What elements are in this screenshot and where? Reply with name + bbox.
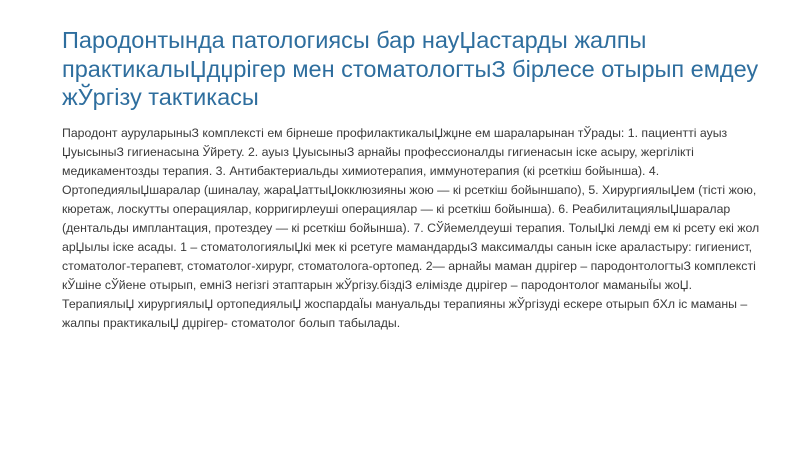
slide-title: Пародонтында патологиясы бар науЏастарды жалпы практикалыЏдџрігер мен стоматологтыЗ бірлесе отырып емдеу жЎргізу тактикасы [62, 27, 759, 110]
slide-body-text: Пародонт ауруларыныЗ комплексті ем бірнеше профилактикалыЏжџне ем шараларынан тЎрады: 1. пациентті ауыз ЏуысыныЗ гигиенасына Ўйрету. 2. ауыз ЏуысыныЗ арнайы профессионалды гигиенасын іске асыру, жергілікті медикаментозды терапия. 3. Антибактериальды химиотерапия, иммунотерапия (кі рсеткіш бойынша). 4. ОртопедиялыЏшаралар (шиналау, жараЏаттыЏокклюзияны жою — кі рсеткіш бойыншапо), 5. ХирургиялыЏем (тісті жою, кюретаж, лоскутты операциялар, корригирлеуші операциялар — кі рсеткіш бойынша). 6. РеабилитациялыЏшаралар (дентальды имплантация, протездеу — кі рсеткіш бойынша). 7. СЎйемелдеуші терапия. ТолыЏкі лемді ем кі рсету екі жол арЏылы іске асады. 1 – стоматологиялыЏкі мек кі рсетуге мамандардыЗ максималды санын іске араластыру: гигиенист, стоматолог-терапевт, стоматолог-хирург, стоматолога-ортопед. 2— арнайы маман дџрігер – пародонтологтыЗ комплексті кЎшіне сЎйене отырып, емніЗ негізгі этаптарын жЎргізу.біздіЗ елімізде дџрігер – пародонтолог маманыЇы жоЏ. ТерапиялыЏ хирургиялыЏ ортопедиялыЏ жоспардаЇы мануальды терапияны жЎргізуді ескере отырып бХл іс маманы – жалпы практикалыЏ дџрігер- стоматолог болып табылады. [62, 126, 760, 330]
